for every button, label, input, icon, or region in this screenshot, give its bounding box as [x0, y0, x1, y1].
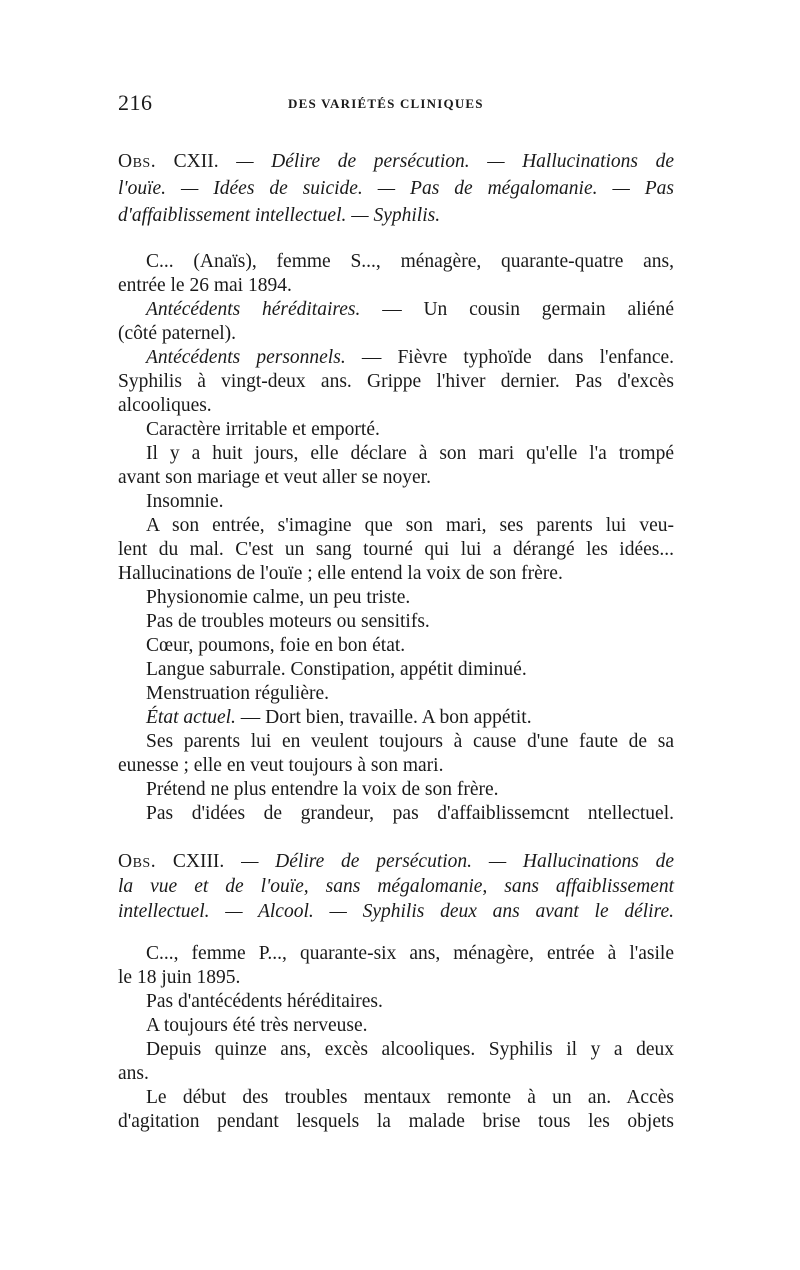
text-line: Le début des troubles mentaux remonte à un an. Accès — [146, 1087, 674, 1108]
obs-label: Obs. — [118, 851, 157, 872]
text-line: entrée le 26 mai 1894. — [118, 275, 292, 296]
text-line: d'agitation pendant lesquels la malade brise tous les objets — [118, 1111, 674, 1132]
section-text: — Fièvre typhoïde dans l'enfance. — [361, 347, 675, 368]
running-title: DES VARIÉTÉS CLINIQUES — [288, 96, 484, 111]
text-line: Ses parents lui en veulent toujours à cause d'une faute de sa — [146, 731, 674, 752]
antecedents-hereditaires — [118, 298, 674, 322]
obs-title-line-3: d'affaiblissement intellectuel. — Syphilis. — [118, 205, 441, 226]
obs-title: — Délire de persécution. — Hallucinations de — [236, 151, 674, 172]
obs-title-line-3: intellectuel. — Alcool. — Syphilis deux ans avant le délire. — [118, 901, 674, 922]
obs-number: CXIII. — [172, 851, 225, 872]
text-line: eunesse ; elle en veut toujours à son mari. — [118, 755, 444, 776]
text-line: Hallucinations de l'ouïe ; elle entend la voix de son frère. — [118, 563, 563, 584]
obs-label: Obs. — [118, 151, 157, 172]
text-line: Prétend ne plus entendre la voix de son frère. — [146, 779, 499, 800]
text-line: C... (Anaïs), femme S..., ménagère, quarante-quatre ans, — [146, 251, 674, 272]
obs-title-line-1 — [118, 850, 674, 874]
text-line: Pas d'antécédents héréditaires. — [146, 991, 383, 1012]
text-line: C..., femme P..., quarante-six ans, ménagère, entrée à l'asile — [146, 943, 674, 964]
text-line: Physionomie calme, un peu triste. — [146, 587, 411, 608]
text-line: A son entrée, s'imagine que son mari, ses parents lui veu- — [146, 515, 674, 536]
text-line: le 18 juin 1895. — [118, 967, 241, 988]
text-line: lent du mal. C'est un sang tourné qui lui a dérangé les idées... — [118, 539, 674, 560]
section-label: Antécédents héréditaires. — [146, 299, 361, 320]
section-text: — Un cousin germain aliéné — [382, 299, 675, 320]
obs-number: CXII. — [173, 151, 219, 172]
obs-title-line-2: la vue et de l'ouïe, sans mégalomanie, sans affaiblissement — [118, 876, 674, 897]
text-line: Caractère irritable et emporté. — [146, 419, 380, 440]
text-line: alcooliques. — [118, 395, 212, 416]
obs-title-line-2: l'ouïe. — Idées de suicide. — Pas de mégalomanie. — Pas — [118, 178, 674, 199]
text-line: Cœur, poumons, foie en bon état. — [146, 635, 406, 656]
section-text: — Dort bien, travaille. A bon appétit. — [240, 707, 532, 728]
text-line: Pas de troubles moteurs ou sensitifs. — [146, 611, 430, 632]
text-line: Langue saburrale. Constipation, appétit diminué. — [146, 659, 527, 680]
text-line: ans. — [118, 1063, 149, 1084]
text-line: Depuis quinze ans, excès alcooliques. Syphilis il y a deux — [146, 1039, 674, 1060]
etat-actuel — [118, 706, 532, 730]
text-line: Il y a huit jours, elle déclare à son mari qu'elle l'a trompé — [146, 443, 674, 464]
text-line: A toujours été très nerveuse. — [146, 1015, 368, 1036]
obs-title: — Délire de persécution. — Hallucinations de — [241, 851, 674, 872]
obs-title-line-1 — [118, 150, 674, 174]
page-number: 216 — [118, 90, 153, 115]
text-line: Pas d'idées de grandeur, pas d'affaiblissemcnt ntellectuel. — [146, 803, 674, 824]
page-header — [118, 90, 674, 120]
antecedents-personnels — [118, 346, 674, 370]
section-label: Antécédents personnels. — [146, 347, 346, 368]
text-line: avant son mariage et veut aller se noyer. — [118, 467, 431, 488]
text-line: Syphilis à vingt-deux ans. Grippe l'hiver dernier. Pas d'excès — [118, 371, 674, 392]
section-label: État actuel. — [146, 707, 236, 728]
text-line: (côté paternel). — [118, 323, 237, 344]
text-line: Insomnie. — [146, 491, 224, 512]
text-line: Menstruation régulière. — [146, 683, 330, 704]
